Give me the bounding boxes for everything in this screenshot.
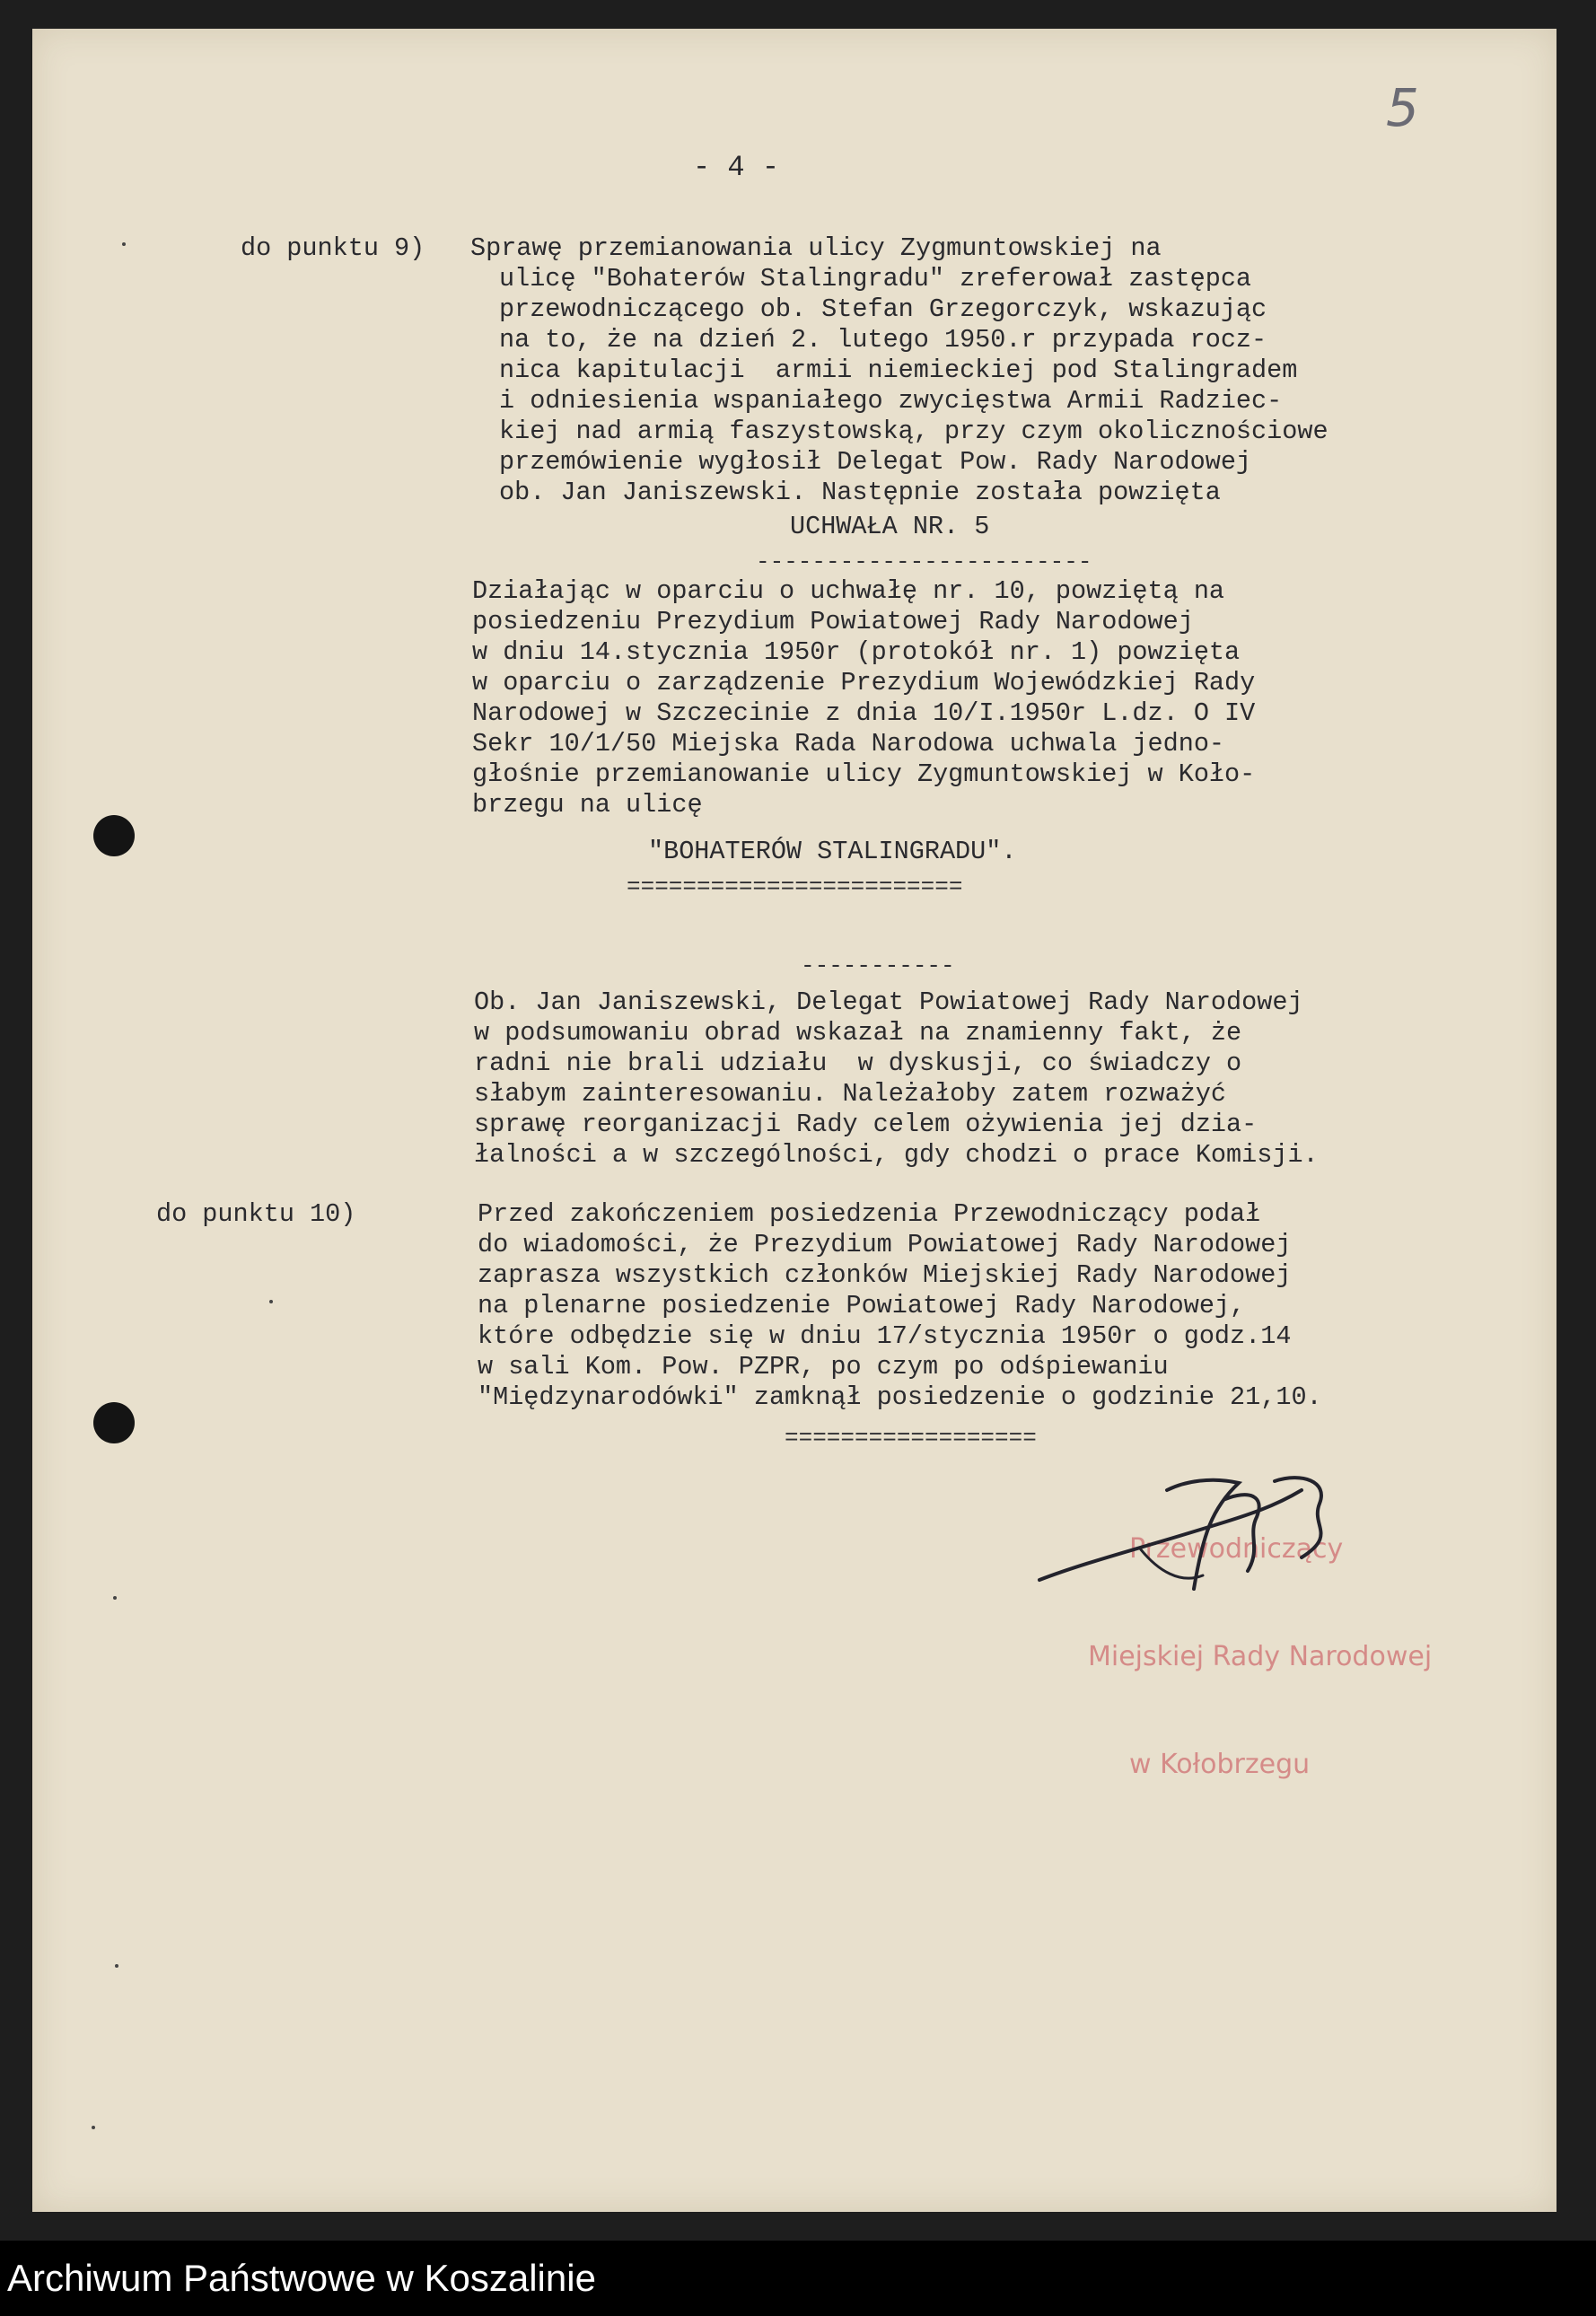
- text-line: na plenarne posiedzenie Powiatowej Rady Narodowej,: [478, 1291, 1246, 1320]
- text-line: Sprawę przemianowania ulicy Zygmuntowskiej na: [470, 233, 1162, 263]
- text-line: posiedzeniu Prezydium Powiatowej Rady Narodowej: [472, 607, 1194, 636]
- text-line: które odbędzie się w dniu 17/stycznia 1950r o godz.14: [478, 1321, 1292, 1351]
- paper-speck: [122, 242, 126, 246]
- item-10-label: do punktu 10): [156, 1199, 356, 1229]
- text-line: ob. Jan Janiszewski. Następnie została powzięta: [499, 478, 1221, 507]
- stamp-line: Przewodniczący: [1129, 1533, 1344, 1565]
- text-line: w oparciu o zarządzenie Prezydium Wojewódzkiej Rady: [472, 668, 1256, 697]
- paper-speck: [113, 1596, 117, 1600]
- punch-hole: [93, 815, 135, 856]
- paper-speck: [115, 1964, 118, 1968]
- handwritten-signature: [1032, 1463, 1391, 1598]
- archive-name: Archiwum Państwowe w Koszalinie: [7, 2257, 596, 2299]
- text-line: Ob. Jan Janiszewski, Delegat Powiatowej Rady Narodowej: [474, 987, 1303, 1017]
- section-separator: -----------: [801, 957, 955, 975]
- street-name: "BOHATERÓW STALINGRADU".: [648, 837, 1017, 866]
- text-line: Działając w oparciu o uchwałę nr. 10, powziętą na: [472, 576, 1225, 606]
- page-number: - 4 -: [693, 151, 780, 184]
- text-line: w dniu 14.stycznia 1950r (protokół nr. 1) powzięta: [472, 637, 1241, 667]
- text-line: Sekr 10/1/50 Miejska Rada Narodowa uchwala jedno-: [472, 729, 1225, 759]
- text-line: łalności a w szczególności, gdy chodzi o prace Komisji.: [474, 1140, 1319, 1170]
- text-line: i odniesienia wspaniałego zwycięstwa Armii Radziec-: [499, 386, 1283, 416]
- text-line: Przed zakończeniem posiedzenia Przewodniczący podał: [478, 1199, 1261, 1229]
- paper-speck: [269, 1300, 273, 1303]
- text-line: sprawę reorganizacji Rady celem ożywienia jej dzia-: [474, 1110, 1258, 1139]
- paper-speck: [92, 2126, 95, 2129]
- text-line: słabym zainteresowaniu. Należałoby zatem rozważyć: [474, 1079, 1227, 1109]
- text-line: głośnie przemianowanie ulicy Zygmuntowskiej w Koło-: [472, 759, 1256, 789]
- text-line: kiej nad armią faszystowską, przy czym okolicznościowe: [499, 417, 1329, 446]
- text-line: na to, że na dzień 2. lutego 1950.r przypada rocz-: [499, 325, 1267, 355]
- text-line: nica kapitulacji armii niemieckiej pod Stalingradem: [499, 355, 1298, 385]
- resolution-title-underline: ------------------------: [756, 553, 1092, 571]
- item-9-label: do punktu 9): [241, 233, 425, 263]
- resolution-title: UCHWAŁA NR. 5: [790, 512, 990, 541]
- text-line: przewodniczącego ob. Stefan Grzegorczyk, wskazując: [499, 294, 1267, 324]
- document-page: [32, 29, 1557, 2212]
- text-line: ulicę "Bohaterów Stalingradu" zreferował zastępca: [499, 264, 1252, 294]
- text-line: zaprasza wszystkich członków Miejskiej Rady Narodowej: [478, 1260, 1292, 1290]
- text-line: przemówienie wygłosił Delegat Pow. Rady Narodowej: [499, 447, 1252, 477]
- text-line: "Międzynarodówki" zamknął posiedzenie o godzinie 21,10.: [478, 1382, 1322, 1412]
- text-line: w podsumowaniu obrad wskazał na znamienny fakt, że: [474, 1018, 1242, 1048]
- closing-rule: ==================: [785, 1429, 1037, 1447]
- text-line: w sali Kom. Pow. PZPR, po czym po odśpiewaniu: [478, 1352, 1169, 1382]
- text-line: do wiadomości, że Prezydium Powiatowej Rady Narodowej: [478, 1230, 1292, 1259]
- punch-hole: [93, 1402, 135, 1443]
- double-rule: ========================: [627, 878, 963, 896]
- archive-page-number: 5: [1386, 77, 1419, 138]
- text-line: Narodowej w Szczecinie z dnia 10/I.1950r L.dz. O IV: [472, 698, 1256, 728]
- text-line: brzegu na ulicę: [472, 790, 703, 820]
- stamp-line: Miejskiej Rady Narodowej: [1088, 1641, 1433, 1672]
- archive-footer: [0, 2241, 1596, 2316]
- text-line: radni nie brali udziału w dyskusji, co świadczy o: [474, 1048, 1242, 1078]
- stamp-line: w Kołobrzegu: [1129, 1749, 1311, 1780]
